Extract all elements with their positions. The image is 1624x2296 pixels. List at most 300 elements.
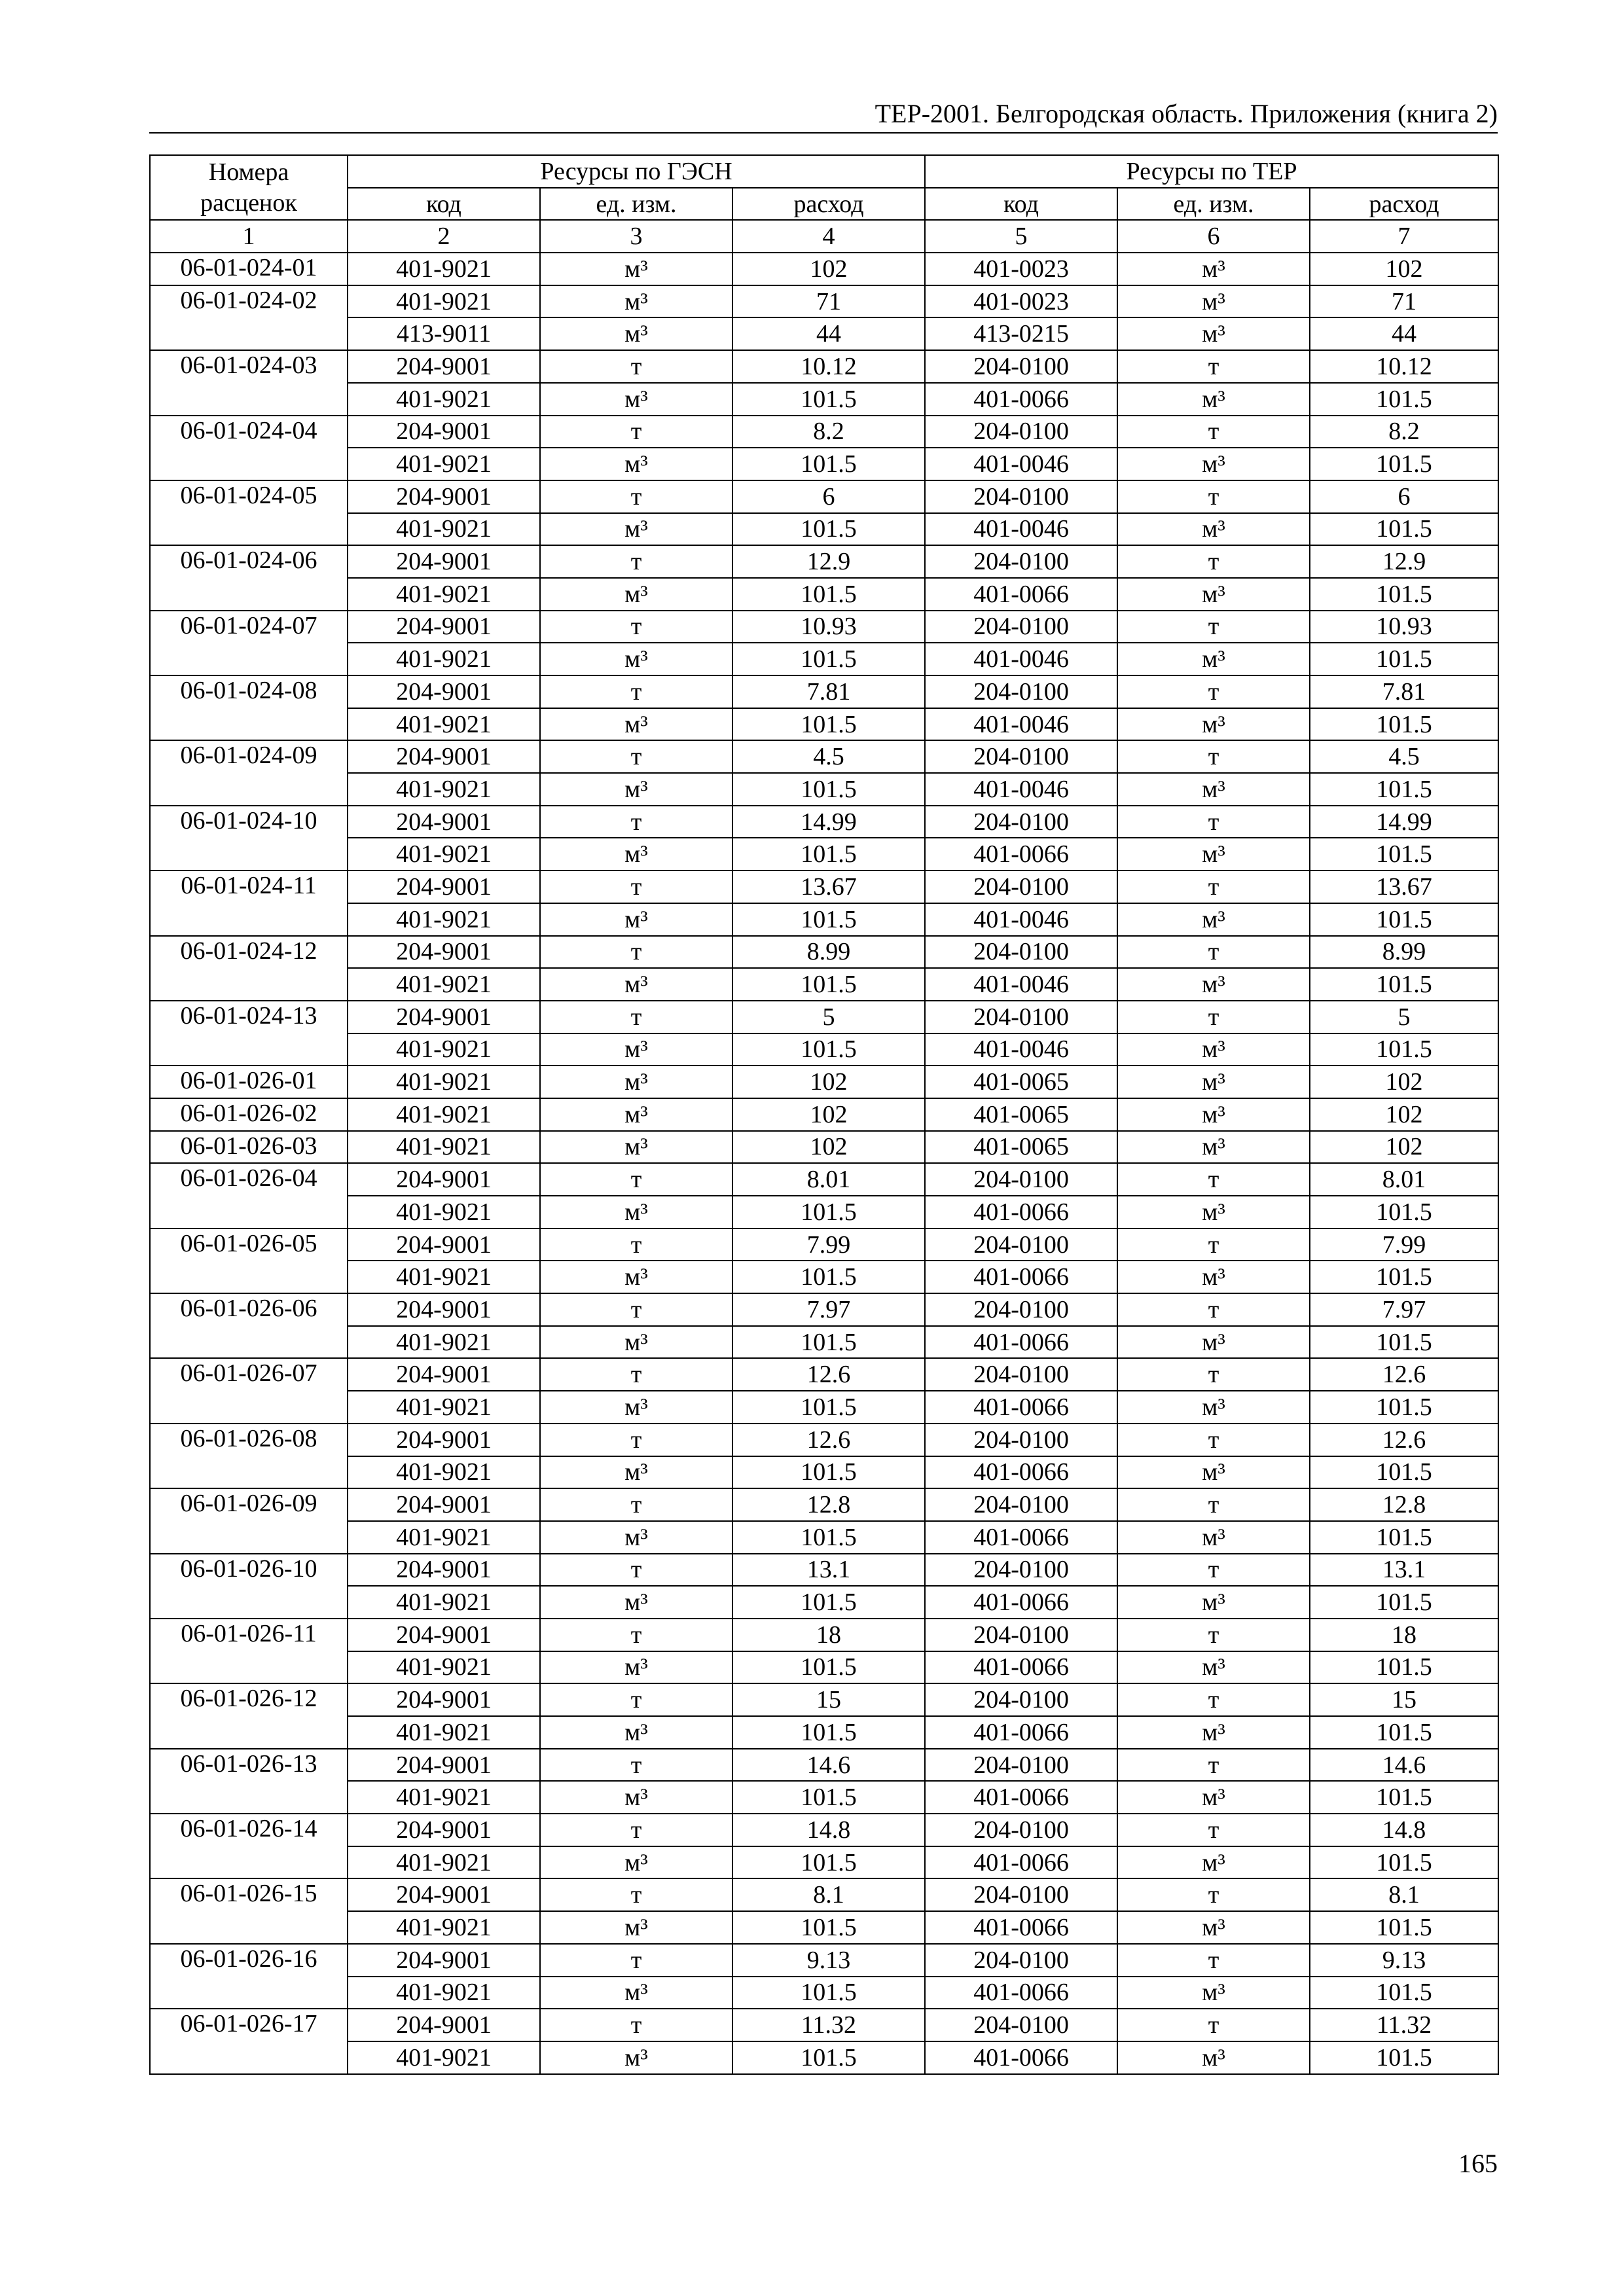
ter-unit-cell: м³ bbox=[1117, 1098, 1310, 1131]
gesn-code-cell: 204-9001 bbox=[348, 480, 540, 513]
ter-unit-cell: т bbox=[1117, 1229, 1310, 1261]
table-row bbox=[150, 383, 1498, 416]
rate-number-cell: 06-01-024-09 bbox=[150, 740, 348, 805]
table-row bbox=[150, 1716, 1498, 1749]
ter-code-cell: 204-0100 bbox=[925, 611, 1117, 643]
ter-qty-cell: 101.5 bbox=[1310, 1911, 1498, 1944]
ter-qty-cell: 101.5 bbox=[1310, 1651, 1498, 1684]
rate-number-cell: 06-01-024-03 bbox=[150, 350, 348, 415]
gesn-code-cell: 204-9001 bbox=[348, 611, 540, 643]
ter-code-cell: 401-0046 bbox=[925, 643, 1117, 675]
gesn-code-cell: 204-9001 bbox=[348, 1878, 540, 1911]
ter-unit-cell: м³ bbox=[1117, 1391, 1310, 1424]
gesn-code-cell: 413-9011 bbox=[348, 317, 540, 350]
gesn-unit-cell: т bbox=[540, 1878, 732, 1911]
rate-number-cell: 06-01-024-01 bbox=[150, 253, 348, 285]
ter-code-cell: 204-0100 bbox=[925, 416, 1117, 448]
ter-code-cell: 401-0066 bbox=[925, 383, 1117, 416]
gesn-unit-cell: м³ bbox=[540, 285, 732, 318]
gesn-unit-cell: т bbox=[540, 1683, 732, 1716]
table-row bbox=[150, 1033, 1498, 1066]
gesn-code-cell: 401-9021 bbox=[348, 968, 540, 1001]
table-row bbox=[150, 1261, 1498, 1293]
gesn-code-cell: 401-9021 bbox=[348, 1033, 540, 1066]
ter-qty-cell: 101.5 bbox=[1310, 1521, 1498, 1554]
gesn-qty-cell: 101.5 bbox=[732, 1781, 925, 1814]
rate-number-cell: 06-01-024-06 bbox=[150, 545, 348, 610]
table-row bbox=[150, 968, 1498, 1001]
column-number: 1 bbox=[150, 220, 348, 253]
ter-code-cell: 204-0100 bbox=[925, 1488, 1117, 1521]
ter-code-cell: 401-0066 bbox=[925, 1977, 1117, 2009]
table-body bbox=[150, 253, 1498, 2074]
rate-number-cell: 06-01-024-07 bbox=[150, 611, 348, 675]
ter-qty-cell: 7.81 bbox=[1310, 675, 1498, 708]
ter-unit-cell: т bbox=[1117, 416, 1310, 448]
table-row bbox=[150, 578, 1498, 611]
ter-unit-cell: м³ bbox=[1117, 1977, 1310, 2009]
table-row bbox=[150, 1326, 1498, 1359]
gesn-qty-cell: 13.1 bbox=[732, 1554, 925, 1587]
gesn-code-cell: 204-9001 bbox=[348, 416, 540, 448]
table-row bbox=[150, 1977, 1498, 2009]
gesn-qty-cell: 101.5 bbox=[732, 2041, 925, 2074]
ter-qty-cell: 9.13 bbox=[1310, 1944, 1498, 1977]
ter-code-cell: 204-0100 bbox=[925, 1878, 1117, 1911]
gesn-code-cell: 401-9021 bbox=[348, 1391, 540, 1424]
ter-unit-cell: м³ bbox=[1117, 1846, 1310, 1879]
gesn-code-cell: 401-9021 bbox=[348, 1521, 540, 1554]
ter-code-cell: 401-0066 bbox=[925, 2041, 1117, 2074]
gesn-unit-cell: т bbox=[540, 806, 732, 838]
ter-qty-cell: 101.5 bbox=[1310, 2041, 1498, 2074]
ter-code-cell: 401-0023 bbox=[925, 285, 1117, 318]
gesn-unit-cell: т bbox=[540, 1554, 732, 1587]
ter-code-cell: 204-0100 bbox=[925, 350, 1117, 383]
gesn-qty-cell: 102 bbox=[732, 1066, 925, 1098]
ter-qty-cell: 101.5 bbox=[1310, 1326, 1498, 1359]
rate-number-cell: 06-01-024-13 bbox=[150, 1001, 348, 1066]
gesn-unit-cell: м³ bbox=[540, 1391, 732, 1424]
ter-unit-cell: т bbox=[1117, 675, 1310, 708]
rate-number-cell: 06-01-026-03 bbox=[150, 1131, 348, 1164]
gesn-code-cell: 401-9021 bbox=[348, 1131, 540, 1164]
ter-qty-cell: 15 bbox=[1310, 1683, 1498, 1716]
gesn-qty-cell: 101.5 bbox=[732, 773, 925, 806]
gesn-qty-cell: 18 bbox=[732, 1619, 925, 1651]
ter-code-cell: 204-0100 bbox=[925, 1293, 1117, 1326]
ter-unit-cell: м³ bbox=[1117, 578, 1310, 611]
ter-unit-cell: т bbox=[1117, 2009, 1310, 2041]
gesn-unit-cell: м³ bbox=[540, 773, 732, 806]
ter-code-cell: 401-0046 bbox=[925, 968, 1117, 1001]
table-row bbox=[150, 1586, 1498, 1619]
table-row bbox=[150, 675, 1498, 708]
table-row bbox=[150, 1424, 1498, 1456]
gesn-code-cell: 401-9021 bbox=[348, 253, 540, 285]
ter-qty-cell: 101.5 bbox=[1310, 708, 1498, 741]
gesn-unit-cell: т bbox=[540, 1358, 732, 1391]
ter-qty-cell: 12.6 bbox=[1310, 1358, 1498, 1391]
gesn-unit-cell: м³ bbox=[540, 1261, 732, 1293]
ter-qty-cell: 8.99 bbox=[1310, 936, 1498, 969]
gesn-code-cell: 204-9001 bbox=[348, 870, 540, 903]
ter-code-cell: 401-0066 bbox=[925, 1391, 1117, 1424]
ter-code-cell: 401-0066 bbox=[925, 1521, 1117, 1554]
ter-code-cell: 204-0100 bbox=[925, 1683, 1117, 1716]
ter-code-cell: 401-0066 bbox=[925, 1326, 1117, 1359]
ter-code-cell: 401-0066 bbox=[925, 1716, 1117, 1749]
header-ter-code: код bbox=[925, 188, 1117, 221]
rate-number-cell: 06-01-024-11 bbox=[150, 870, 348, 935]
column-number: 6 bbox=[1117, 220, 1310, 253]
table-row bbox=[150, 611, 1498, 643]
gesn-qty-cell: 101.5 bbox=[732, 513, 925, 546]
gesn-qty-cell: 6 bbox=[732, 480, 925, 513]
gesn-unit-cell: т bbox=[540, 870, 732, 903]
gesn-unit-cell: т bbox=[540, 1944, 732, 1977]
gesn-qty-cell: 12.6 bbox=[732, 1424, 925, 1456]
ter-qty-cell: 101.5 bbox=[1310, 1716, 1498, 1749]
gesn-unit-cell: м³ bbox=[540, 1131, 732, 1164]
gesn-unit-cell: т bbox=[540, 480, 732, 513]
ter-qty-cell: 14.6 bbox=[1310, 1749, 1498, 1782]
ter-qty-cell: 11.32 bbox=[1310, 2009, 1498, 2041]
table-row bbox=[150, 1358, 1498, 1391]
column-number: 5 bbox=[925, 220, 1117, 253]
ter-qty-cell: 101.5 bbox=[1310, 903, 1498, 936]
ter-qty-cell: 101.5 bbox=[1310, 1781, 1498, 1814]
gesn-unit-cell: м³ bbox=[540, 903, 732, 936]
ter-unit-cell: т bbox=[1117, 350, 1310, 383]
ter-unit-cell: т bbox=[1117, 1163, 1310, 1196]
gesn-code-cell: 204-9001 bbox=[348, 740, 540, 773]
table-row bbox=[150, 1488, 1498, 1521]
gesn-code-cell: 204-9001 bbox=[348, 1944, 540, 1977]
table-row bbox=[150, 253, 1498, 285]
gesn-unit-cell: т bbox=[540, 1001, 732, 1033]
ter-qty-cell: 101.5 bbox=[1310, 838, 1498, 870]
table-row bbox=[150, 350, 1498, 383]
table-row bbox=[150, 643, 1498, 675]
gesn-unit-cell: т bbox=[540, 936, 732, 969]
gesn-code-cell: 401-9021 bbox=[348, 1846, 540, 1879]
gesn-code-cell: 401-9021 bbox=[348, 708, 540, 741]
gesn-qty-cell: 102 bbox=[732, 253, 925, 285]
gesn-qty-cell: 101.5 bbox=[732, 903, 925, 936]
gesn-unit-cell: м³ bbox=[540, 1586, 732, 1619]
gesn-unit-cell: м³ bbox=[540, 1977, 732, 2009]
gesn-unit-cell: т bbox=[540, 1293, 732, 1326]
ter-unit-cell: т bbox=[1117, 1944, 1310, 1977]
gesn-qty-cell: 101.5 bbox=[732, 1521, 925, 1554]
gesn-unit-cell: м³ bbox=[540, 448, 732, 480]
ter-unit-cell: м³ bbox=[1117, 317, 1310, 350]
table-row bbox=[150, 416, 1498, 448]
gesn-qty-cell: 101.5 bbox=[732, 1391, 925, 1424]
gesn-unit-cell: т bbox=[540, 1163, 732, 1196]
resources-table bbox=[149, 154, 1499, 2075]
gesn-qty-cell: 12.9 bbox=[732, 545, 925, 578]
ter-qty-cell: 102 bbox=[1310, 1098, 1498, 1131]
table-row bbox=[150, 480, 1498, 513]
rate-number-cell: 06-01-024-08 bbox=[150, 675, 348, 740]
ter-code-cell: 401-0066 bbox=[925, 1781, 1117, 1814]
ter-code-cell: 401-0066 bbox=[925, 1846, 1117, 1879]
gesn-unit-cell: м³ bbox=[540, 643, 732, 675]
ter-unit-cell: м³ bbox=[1117, 773, 1310, 806]
gesn-code-cell: 204-9001 bbox=[348, 1163, 540, 1196]
gesn-unit-cell: м³ bbox=[540, 1781, 732, 1814]
rate-number-cell: 06-01-026-16 bbox=[150, 1944, 348, 2009]
gesn-qty-cell: 101.5 bbox=[732, 838, 925, 870]
gesn-qty-cell: 5 bbox=[732, 1001, 925, 1033]
table-row bbox=[150, 1521, 1498, 1554]
gesn-qty-cell: 101.5 bbox=[732, 1033, 925, 1066]
gesn-code-cell: 401-9021 bbox=[348, 578, 540, 611]
gesn-unit-cell: т bbox=[540, 1488, 732, 1521]
ter-qty-cell: 14.8 bbox=[1310, 1814, 1498, 1846]
ter-qty-cell: 10.12 bbox=[1310, 350, 1498, 383]
ter-unit-cell: м³ bbox=[1117, 1521, 1310, 1554]
ter-unit-cell: м³ bbox=[1117, 1781, 1310, 1814]
gesn-code-cell: 401-9021 bbox=[348, 1977, 540, 2009]
gesn-qty-cell: 12.6 bbox=[732, 1358, 925, 1391]
ter-qty-cell: 13.67 bbox=[1310, 870, 1498, 903]
rate-number-cell: 06-01-024-04 bbox=[150, 416, 348, 480]
ter-qty-cell: 14.99 bbox=[1310, 806, 1498, 838]
gesn-code-cell: 401-9021 bbox=[348, 1098, 540, 1131]
ter-unit-cell: т bbox=[1117, 1488, 1310, 1521]
ter-unit-cell: т bbox=[1117, 936, 1310, 969]
rate-number-cell: 06-01-026-01 bbox=[150, 1066, 348, 1098]
ter-unit-cell: м³ bbox=[1117, 1131, 1310, 1164]
ter-unit-cell: м³ bbox=[1117, 838, 1310, 870]
ter-code-cell: 204-0100 bbox=[925, 1814, 1117, 1846]
header-ter-unit: ед. изм. bbox=[1117, 188, 1310, 221]
table-row bbox=[150, 513, 1498, 546]
table-row bbox=[150, 1911, 1498, 1944]
gesn-unit-cell: т bbox=[540, 2009, 732, 2041]
ter-code-cell: 413-0215 bbox=[925, 317, 1117, 350]
ter-qty-cell: 101.5 bbox=[1310, 513, 1498, 546]
gesn-unit-cell: м³ bbox=[540, 708, 732, 741]
gesn-qty-cell: 14.8 bbox=[732, 1814, 925, 1846]
ter-qty-cell: 101.5 bbox=[1310, 383, 1498, 416]
rate-number-cell: 06-01-026-11 bbox=[150, 1619, 348, 1683]
column-number: 3 bbox=[540, 220, 732, 253]
gesn-unit-cell: м³ bbox=[540, 2041, 732, 2074]
ter-unit-cell: м³ bbox=[1117, 253, 1310, 285]
ter-code-cell: 204-0100 bbox=[925, 1424, 1117, 1456]
ter-qty-cell: 4.5 bbox=[1310, 740, 1498, 773]
ter-code-cell: 204-0100 bbox=[925, 740, 1117, 773]
ter-unit-cell: т bbox=[1117, 611, 1310, 643]
ter-qty-cell: 101.5 bbox=[1310, 1261, 1498, 1293]
gesn-code-cell: 401-9021 bbox=[348, 1066, 540, 1098]
gesn-qty-cell: 101.5 bbox=[732, 1911, 925, 1944]
gesn-qty-cell: 101.5 bbox=[732, 1716, 925, 1749]
header-gesn-resources: Ресурсы по ГЭСН bbox=[348, 155, 925, 188]
ter-code-cell: 401-0066 bbox=[925, 1456, 1117, 1489]
gesn-unit-cell: т bbox=[540, 1619, 732, 1651]
gesn-unit-cell: т bbox=[540, 611, 732, 643]
ter-code-cell: 401-0046 bbox=[925, 708, 1117, 741]
gesn-code-cell: 401-9021 bbox=[348, 448, 540, 480]
rate-number-cell: 06-01-026-12 bbox=[150, 1683, 348, 1748]
header-rate-numbers: Номера расценок bbox=[150, 155, 348, 220]
column-number: 2 bbox=[348, 220, 540, 253]
ter-code-cell: 401-0066 bbox=[925, 838, 1117, 870]
rate-number-cell: 06-01-026-02 bbox=[150, 1098, 348, 1131]
ter-qty-cell: 7.99 bbox=[1310, 1229, 1498, 1261]
ter-unit-cell: м³ bbox=[1117, 1716, 1310, 1749]
gesn-qty-cell: 44 bbox=[732, 317, 925, 350]
rate-number-cell: 06-01-026-15 bbox=[150, 1878, 348, 1943]
ter-unit-cell: м³ bbox=[1117, 1586, 1310, 1619]
rate-number-cell: 06-01-026-10 bbox=[150, 1554, 348, 1619]
ter-unit-cell: т bbox=[1117, 1749, 1310, 1782]
gesn-qty-cell: 101.5 bbox=[732, 643, 925, 675]
gesn-code-cell: 204-9001 bbox=[348, 350, 540, 383]
ter-code-cell: 204-0100 bbox=[925, 2009, 1117, 2041]
gesn-unit-cell: т bbox=[540, 675, 732, 708]
ter-qty-cell: 101.5 bbox=[1310, 968, 1498, 1001]
ter-qty-cell: 101.5 bbox=[1310, 448, 1498, 480]
header-gesn-qty: расход bbox=[732, 188, 925, 221]
rate-number-cell: 06-01-024-02 bbox=[150, 285, 348, 350]
table-row bbox=[150, 1814, 1498, 1846]
table-row bbox=[150, 1749, 1498, 1782]
ter-qty-cell: 44 bbox=[1310, 317, 1498, 350]
ter-code-cell: 401-0023 bbox=[925, 253, 1117, 285]
gesn-code-cell: 204-9001 bbox=[348, 675, 540, 708]
rate-number-cell: 06-01-026-04 bbox=[150, 1163, 348, 1228]
table-row bbox=[150, 1001, 1498, 1033]
gesn-qty-cell: 8.99 bbox=[732, 936, 925, 969]
column-number: 7 bbox=[1310, 220, 1498, 253]
gesn-qty-cell: 15 bbox=[732, 1683, 925, 1716]
ter-unit-cell: т bbox=[1117, 740, 1310, 773]
gesn-code-cell: 401-9021 bbox=[348, 1781, 540, 1814]
gesn-qty-cell: 11.32 bbox=[732, 2009, 925, 2041]
gesn-unit-cell: м³ bbox=[540, 383, 732, 416]
gesn-unit-cell: м³ bbox=[540, 1196, 732, 1229]
gesn-qty-cell: 14.99 bbox=[732, 806, 925, 838]
ter-unit-cell: м³ bbox=[1117, 1196, 1310, 1229]
gesn-code-cell: 401-9021 bbox=[348, 643, 540, 675]
gesn-code-cell: 401-9021 bbox=[348, 1651, 540, 1684]
gesn-qty-cell: 101.5 bbox=[732, 1651, 925, 1684]
gesn-code-cell: 204-9001 bbox=[348, 1814, 540, 1846]
ter-code-cell: 401-0046 bbox=[925, 448, 1117, 480]
ter-code-cell: 401-0046 bbox=[925, 773, 1117, 806]
ter-qty-cell: 101.5 bbox=[1310, 1977, 1498, 2009]
gesn-unit-cell: м³ bbox=[540, 1033, 732, 1066]
gesn-qty-cell: 4.5 bbox=[732, 740, 925, 773]
gesn-unit-cell: м³ bbox=[540, 578, 732, 611]
gesn-code-cell: 401-9021 bbox=[348, 1716, 540, 1749]
table-row bbox=[150, 1619, 1498, 1651]
ter-unit-cell: м³ bbox=[1117, 1033, 1310, 1066]
gesn-unit-cell: м³ bbox=[540, 1456, 732, 1489]
ter-code-cell: 204-0100 bbox=[925, 1358, 1117, 1391]
gesn-code-cell: 204-9001 bbox=[348, 1424, 540, 1456]
table-row bbox=[150, 285, 1498, 318]
ter-unit-cell: м³ bbox=[1117, 1261, 1310, 1293]
table-row bbox=[150, 838, 1498, 870]
header-gesn-code: код bbox=[348, 188, 540, 221]
ter-code-cell: 204-0100 bbox=[925, 936, 1117, 969]
rate-number-cell: 06-01-026-13 bbox=[150, 1749, 348, 1814]
ter-unit-cell: м³ bbox=[1117, 1066, 1310, 1098]
gesn-code-cell: 204-9001 bbox=[348, 1229, 540, 1261]
table-row bbox=[150, 870, 1498, 903]
table-row bbox=[150, 1456, 1498, 1489]
gesn-unit-cell: м³ bbox=[540, 1651, 732, 1684]
gesn-qty-cell: 101.5 bbox=[732, 1196, 925, 1229]
ter-unit-cell: т bbox=[1117, 1683, 1310, 1716]
resources-table-container bbox=[149, 154, 1498, 2075]
gesn-code-cell: 401-9021 bbox=[348, 1911, 540, 1944]
ter-code-cell: 204-0100 bbox=[925, 480, 1117, 513]
rate-number-cell: 06-01-024-10 bbox=[150, 806, 348, 870]
rate-number-cell: 06-01-026-07 bbox=[150, 1358, 348, 1423]
table-row bbox=[150, 2041, 1498, 2074]
table-row bbox=[150, 1163, 1498, 1196]
ter-qty-cell: 102 bbox=[1310, 1066, 1498, 1098]
table-row bbox=[150, 1098, 1498, 1131]
gesn-code-cell: 204-9001 bbox=[348, 1554, 540, 1587]
table-row bbox=[150, 936, 1498, 969]
page-header bbox=[149, 98, 1498, 134]
gesn-unit-cell: т bbox=[540, 545, 732, 578]
gesn-unit-cell: м³ bbox=[540, 1716, 732, 1749]
gesn-qty-cell: 101.5 bbox=[732, 1586, 925, 1619]
ter-unit-cell: м³ bbox=[1117, 448, 1310, 480]
ter-qty-cell: 8.1 bbox=[1310, 1878, 1498, 1911]
ter-code-cell: 204-0100 bbox=[925, 1749, 1117, 1782]
gesn-code-cell: 401-9021 bbox=[348, 513, 540, 546]
gesn-code-cell: 401-9021 bbox=[348, 1456, 540, 1489]
gesn-code-cell: 401-9021 bbox=[348, 1586, 540, 1619]
gesn-unit-cell: м³ bbox=[540, 1911, 732, 1944]
gesn-qty-cell: 101.5 bbox=[732, 968, 925, 1001]
ter-code-cell: 204-0100 bbox=[925, 806, 1117, 838]
ter-unit-cell: м³ bbox=[1117, 513, 1310, 546]
ter-unit-cell: м³ bbox=[1117, 1651, 1310, 1684]
ter-code-cell: 204-0100 bbox=[925, 870, 1117, 903]
gesn-code-cell: 204-9001 bbox=[348, 545, 540, 578]
gesn-qty-cell: 102 bbox=[732, 1131, 925, 1164]
rate-number-cell: 06-01-026-05 bbox=[150, 1229, 348, 1293]
gesn-unit-cell: т bbox=[540, 416, 732, 448]
gesn-unit-cell: м³ bbox=[540, 1846, 732, 1879]
ter-qty-cell: 101.5 bbox=[1310, 1391, 1498, 1424]
ter-unit-cell: т bbox=[1117, 545, 1310, 578]
gesn-code-cell: 401-9021 bbox=[348, 1196, 540, 1229]
gesn-unit-cell: т bbox=[540, 1229, 732, 1261]
ter-code-cell: 204-0100 bbox=[925, 1229, 1117, 1261]
ter-unit-cell: т bbox=[1117, 1293, 1310, 1326]
gesn-code-cell: 401-9021 bbox=[348, 773, 540, 806]
ter-qty-cell: 101.5 bbox=[1310, 643, 1498, 675]
ter-unit-cell: м³ bbox=[1117, 1326, 1310, 1359]
ter-qty-cell: 101.5 bbox=[1310, 578, 1498, 611]
ter-qty-cell: 101.5 bbox=[1310, 1456, 1498, 1489]
ter-qty-cell: 12.9 bbox=[1310, 545, 1498, 578]
table-row bbox=[150, 773, 1498, 806]
